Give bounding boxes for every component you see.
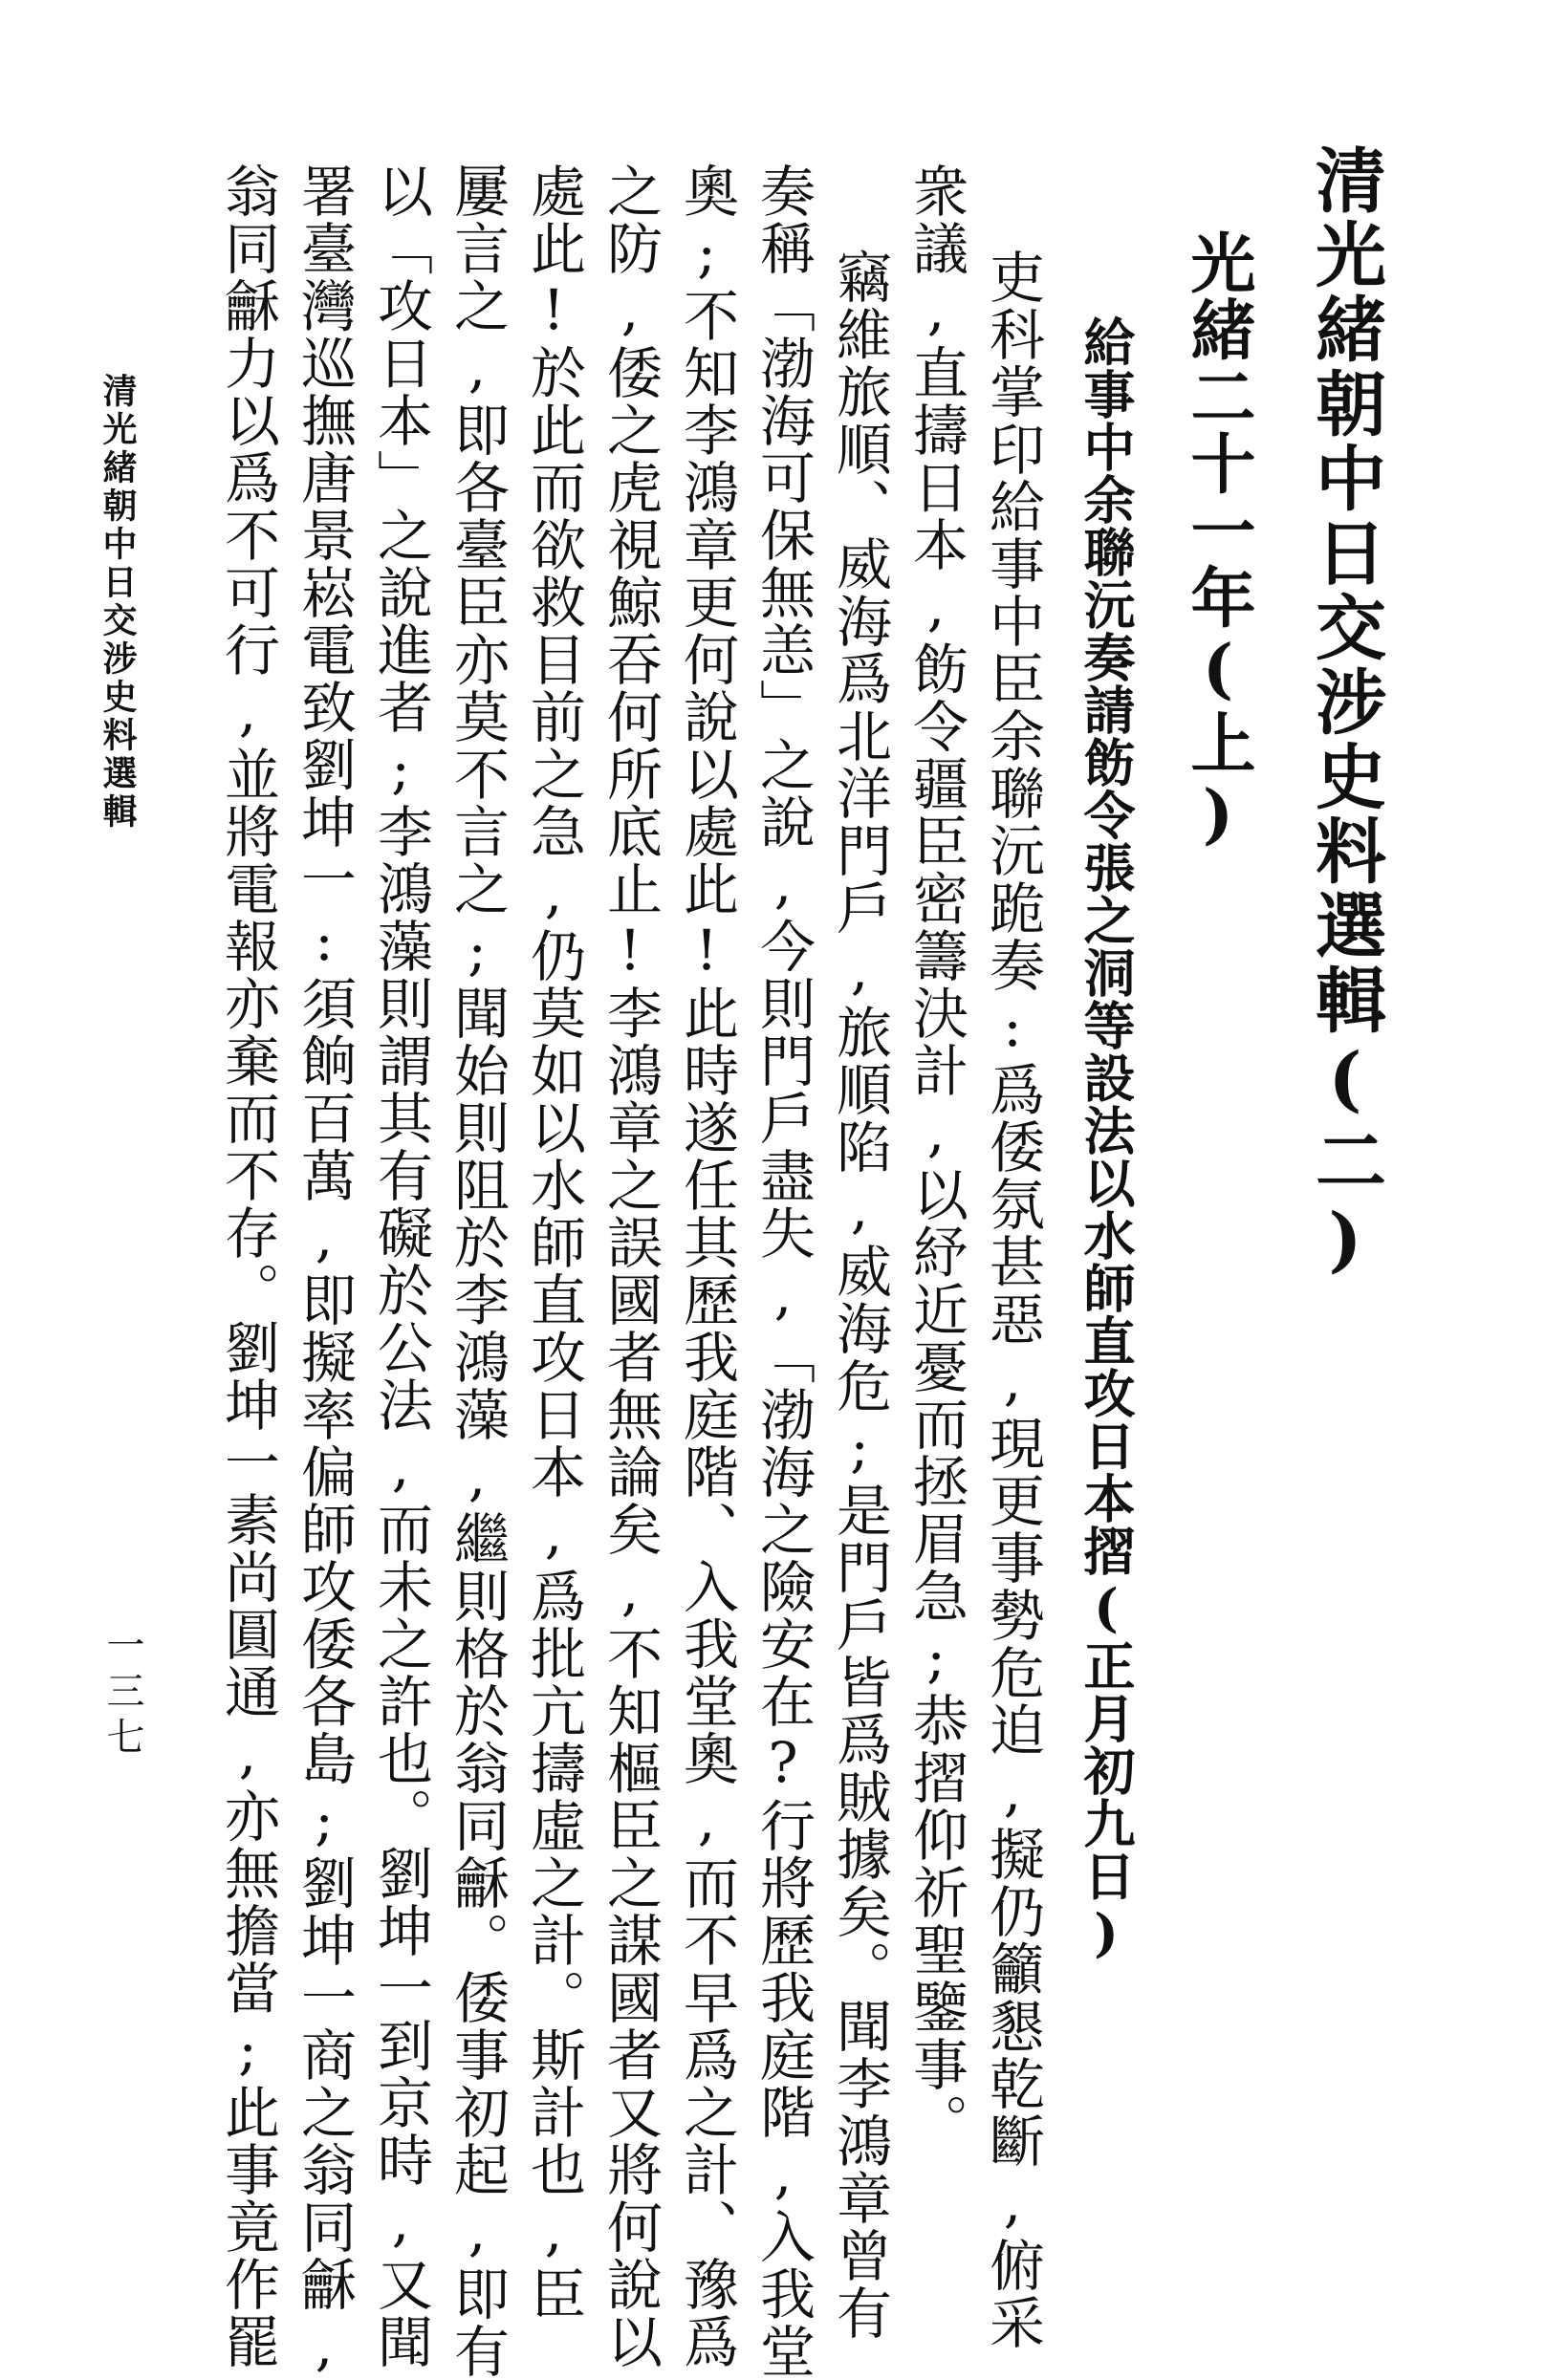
body-column-4: 奏稱「渤海可保無恙」之說,今則門戶盡失,「渤海之險安在?行將歷我庭階,入我堂: [751, 162, 816, 2380]
body-column-10: 署臺灣巡撫唐景崧電致劉坤一:須餉百萬,即擬率偏師攻倭各島;劉坤一商之翁同龢,: [292, 162, 357, 2380]
body-column-1: 吏科掌印給事中臣余聯沅跪奏:爲倭氛甚惡,現更事勢危迫,擬仍籲懇乾斷,俯采: [980, 249, 1045, 2351]
body-column-3: 竊維旅順、威海爲北洋門戶,旅順陷,威海危;是門戶皆爲賊據矣。聞李鴻章曾有: [827, 249, 892, 2342]
running-title: 清光緒朝中日交涉史料選輯: [98, 373, 138, 832]
year-title: 光緒二十一年(上): [1180, 229, 1256, 855]
body-column-11: 翁同龢力以爲不可行,並將電報亦棄而不存。劉坤一素尚圓通,亦無擔當;此事竟作罷: [215, 162, 280, 2370]
body-column-5: 奧;不知李鴻章更何說以處此!此時遂任其歷我庭階、入我堂奧,而不早爲之計、豫爲: [674, 162, 739, 2370]
body-column-9: 以「攻日本」之說進者;李鴻藻則謂其有礙於公法,而未之許也。劉坤一到京時,又聞: [368, 162, 433, 2370]
body-column-8: 屢言之,即各臺臣亦莫不言之;聞始則阻於李鴻藻,繼則格於翁同龢。倭事初起,即有: [445, 162, 510, 2380]
page-number: 一三七: [100, 1625, 144, 1763]
body-column-2: 衆議,直擣日本,飭令疆臣密籌決計,以紓近憂而拯眉急;恭摺仰祈聖鑒事。: [903, 162, 968, 2151]
book-title: 清光緒朝中日交涉史料選輯(二): [1304, 143, 1386, 1285]
body-column-6: 之防,倭之虎視鯨吞何所底止!李鴻章之誤國者無論矣,不知樞臣之謀國者又將何說以: [598, 162, 663, 2370]
body-column-7: 處此!於此而欲救目前之急,仍莫如以水師直攻日本,爲批亢擣虛之計。斯計也,臣: [521, 162, 586, 2323]
memorial-title: 給事中余聯沅奏請飭令張之洞等設法以水師直攻日本摺(正月初九日): [1076, 315, 1137, 1964]
